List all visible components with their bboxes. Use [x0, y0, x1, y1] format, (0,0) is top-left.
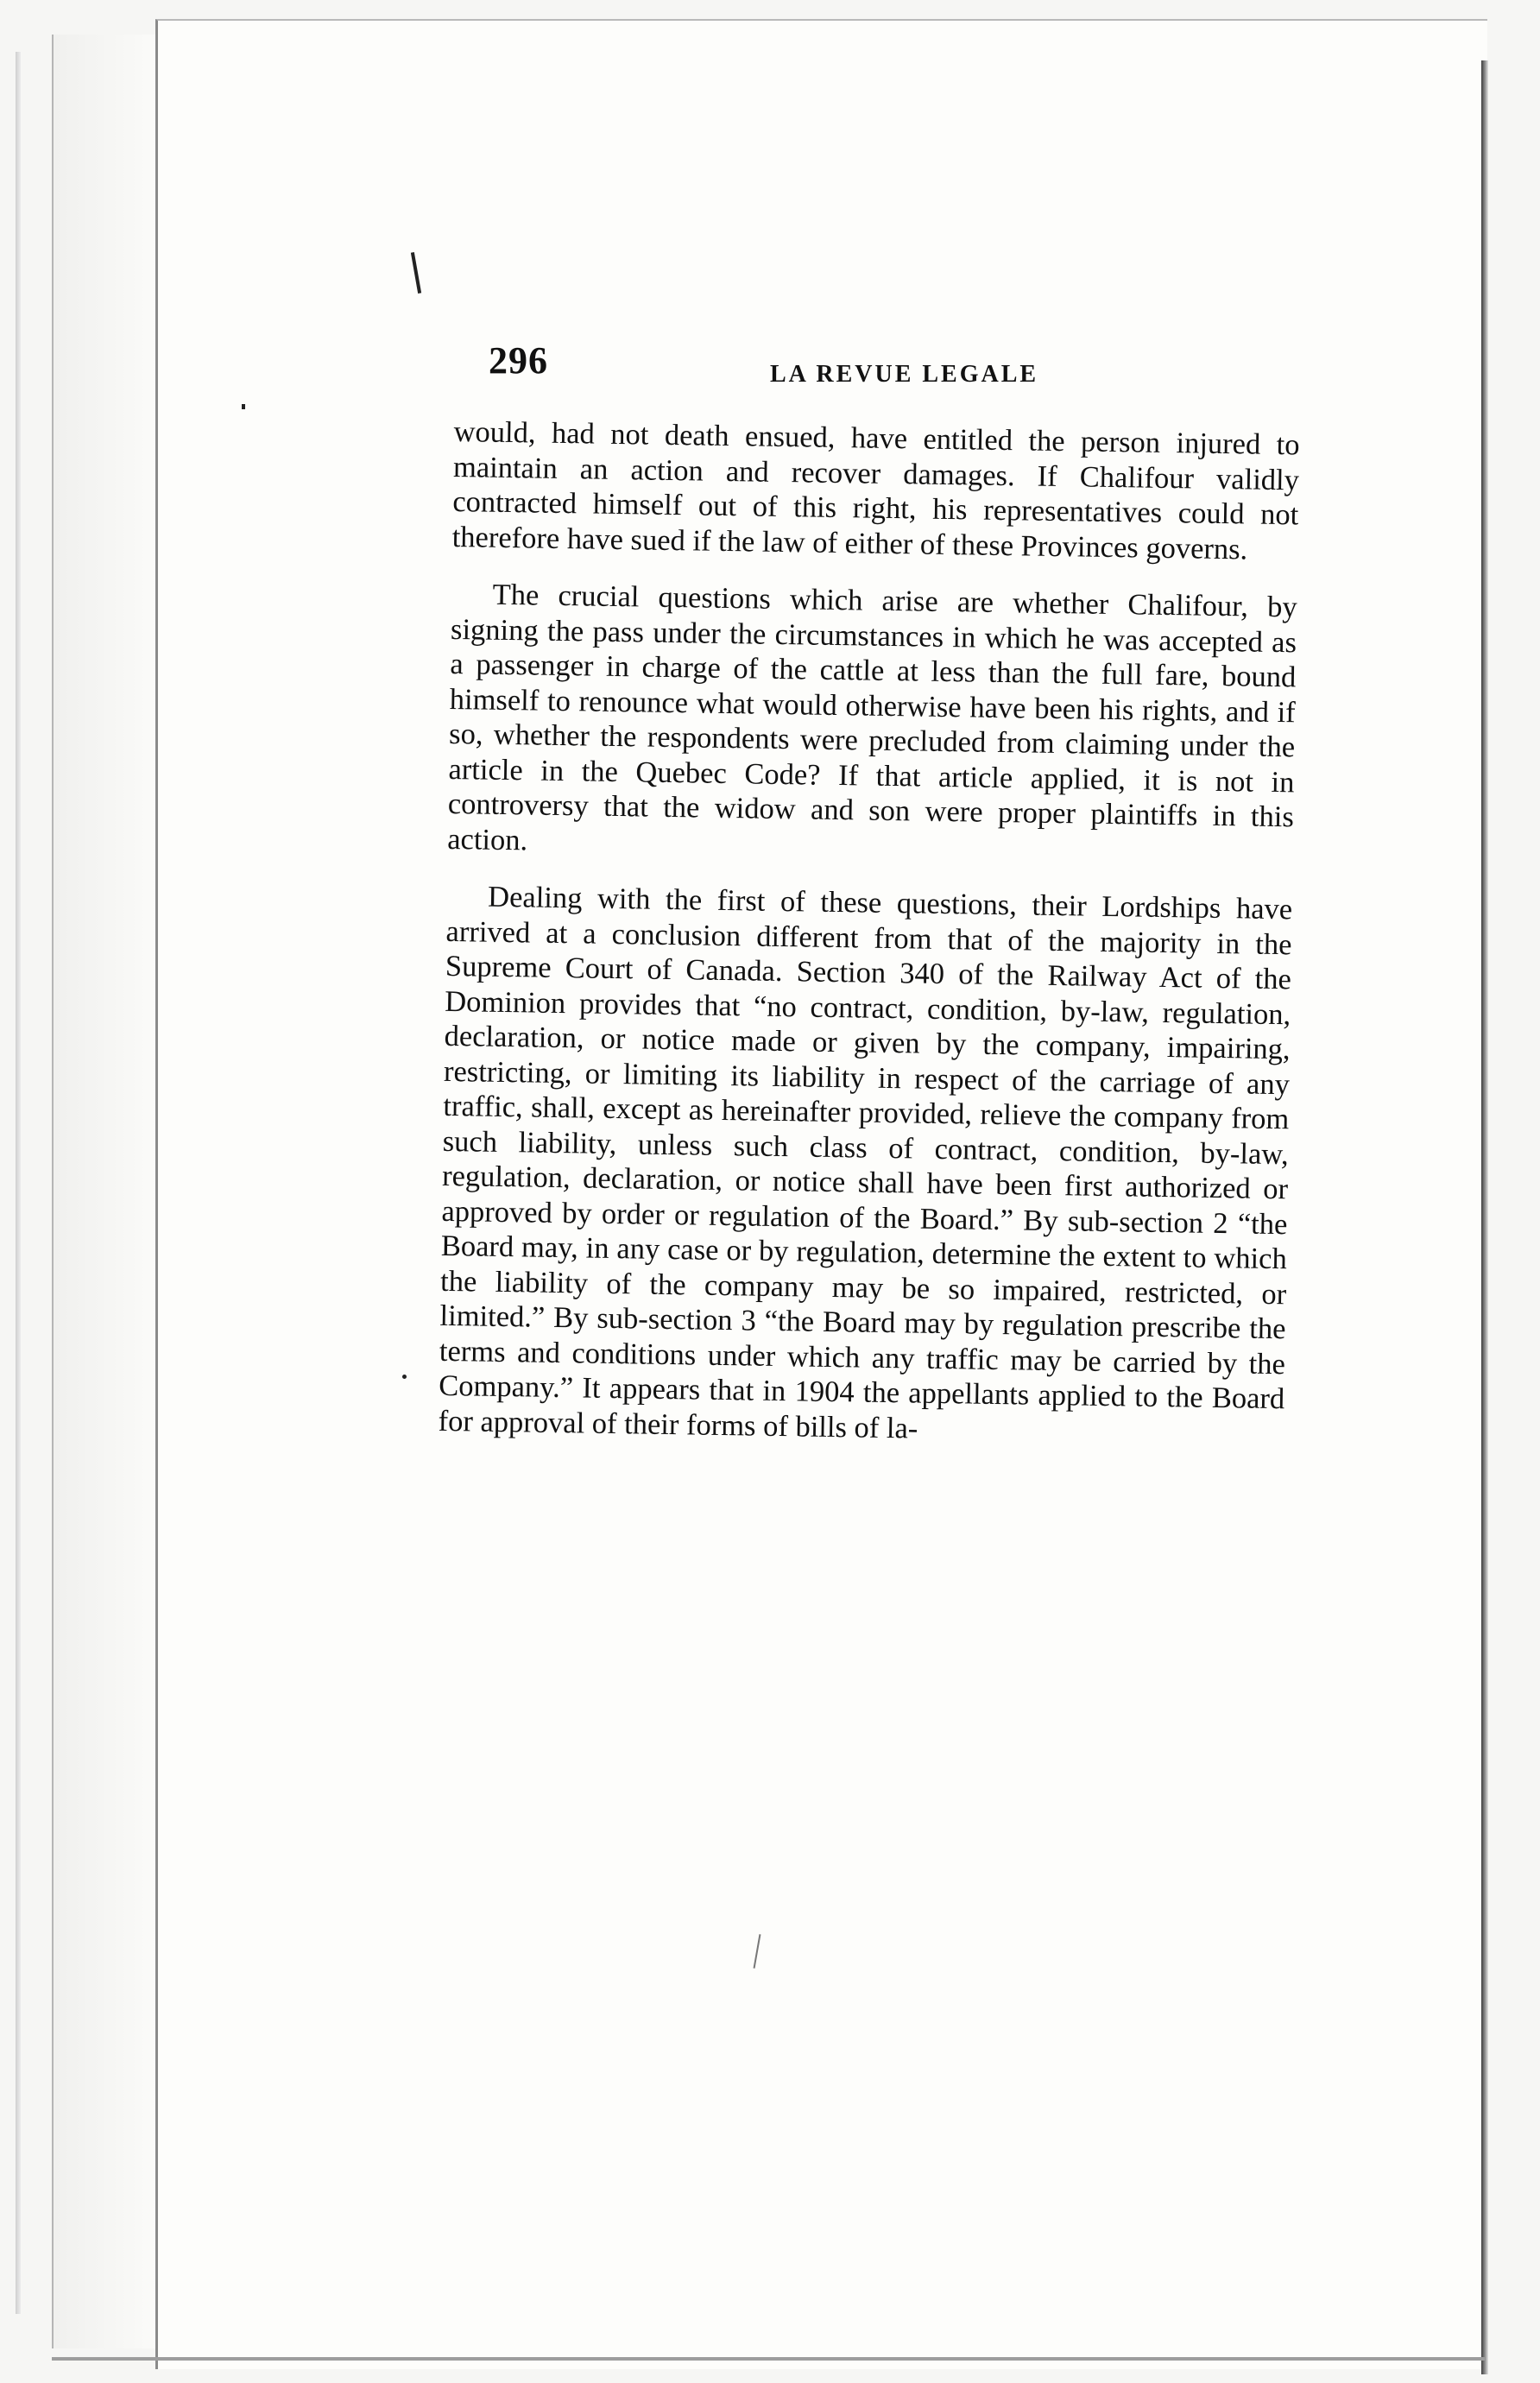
book-edge-left: [16, 52, 21, 2314]
paragraph: The crucial questions which arise are whether Chalifour, by signing the pass under the circumstances in which he was accepted as a passenger in charge of the cattle at less than the full fare, bound himself to renounce what would otherwise have been his rights, and if so, whether the respondents were precluded from claiming under the article in the Quebec Code? If that article applied, it is not in controversy that the widow and son were proper plaintiffs in this action.: [446, 578, 1297, 856]
scan-mark: [242, 404, 245, 409]
paragraph: would, had not death ensued, have entitled the person injured to maintain an action and recover damages. If Chalifour validly contracted himself out of this right, his representatives could not therefore have sued if the law of either of these Provinces governs.: [451, 414, 1300, 566]
paragraph: Dealing with the first of these questions, their Lordships have arrived at a conclusion different from that of the majority in the Supreme Court of Canada. Section 340 of the Railway Act of the Dominion provides that “no contract, condition, by-law, regulation, declaration, or notice made or given by the company, impairing, restricting, or limiting its liability in respect of the carriage of any traffic, shall, except as hereinafter provided, relieve the company from such liability, unless such class of contract, condition, by-law, regulation, declaration, or notice shall have been first authorized or approved by order or regulation of the Board.” By sub-section 2 “the Board may, in any case or by regulation, determine the extent to which the liability of the company may be so impaired, restricted, or limited.” By sub-section 3 “the Board may by regulation prescribe the terms and conditions under which any traffic may be carried by the Company.” It appears that in 1904 the appellants applied to the Board for approval of their forms of bills of la-: [438, 880, 1293, 1445]
page-header: [489, 338, 1317, 399]
page-bottom-edge: [52, 2357, 1485, 2361]
book-edge-right: [1481, 60, 1488, 2374]
running-title: LA REVUE LEGALE: [770, 361, 1039, 388]
page-number: 296: [489, 339, 548, 382]
page-gutter: [52, 35, 157, 2348]
scan-mark: [402, 1375, 407, 1379]
body-text: [438, 414, 1300, 1474]
